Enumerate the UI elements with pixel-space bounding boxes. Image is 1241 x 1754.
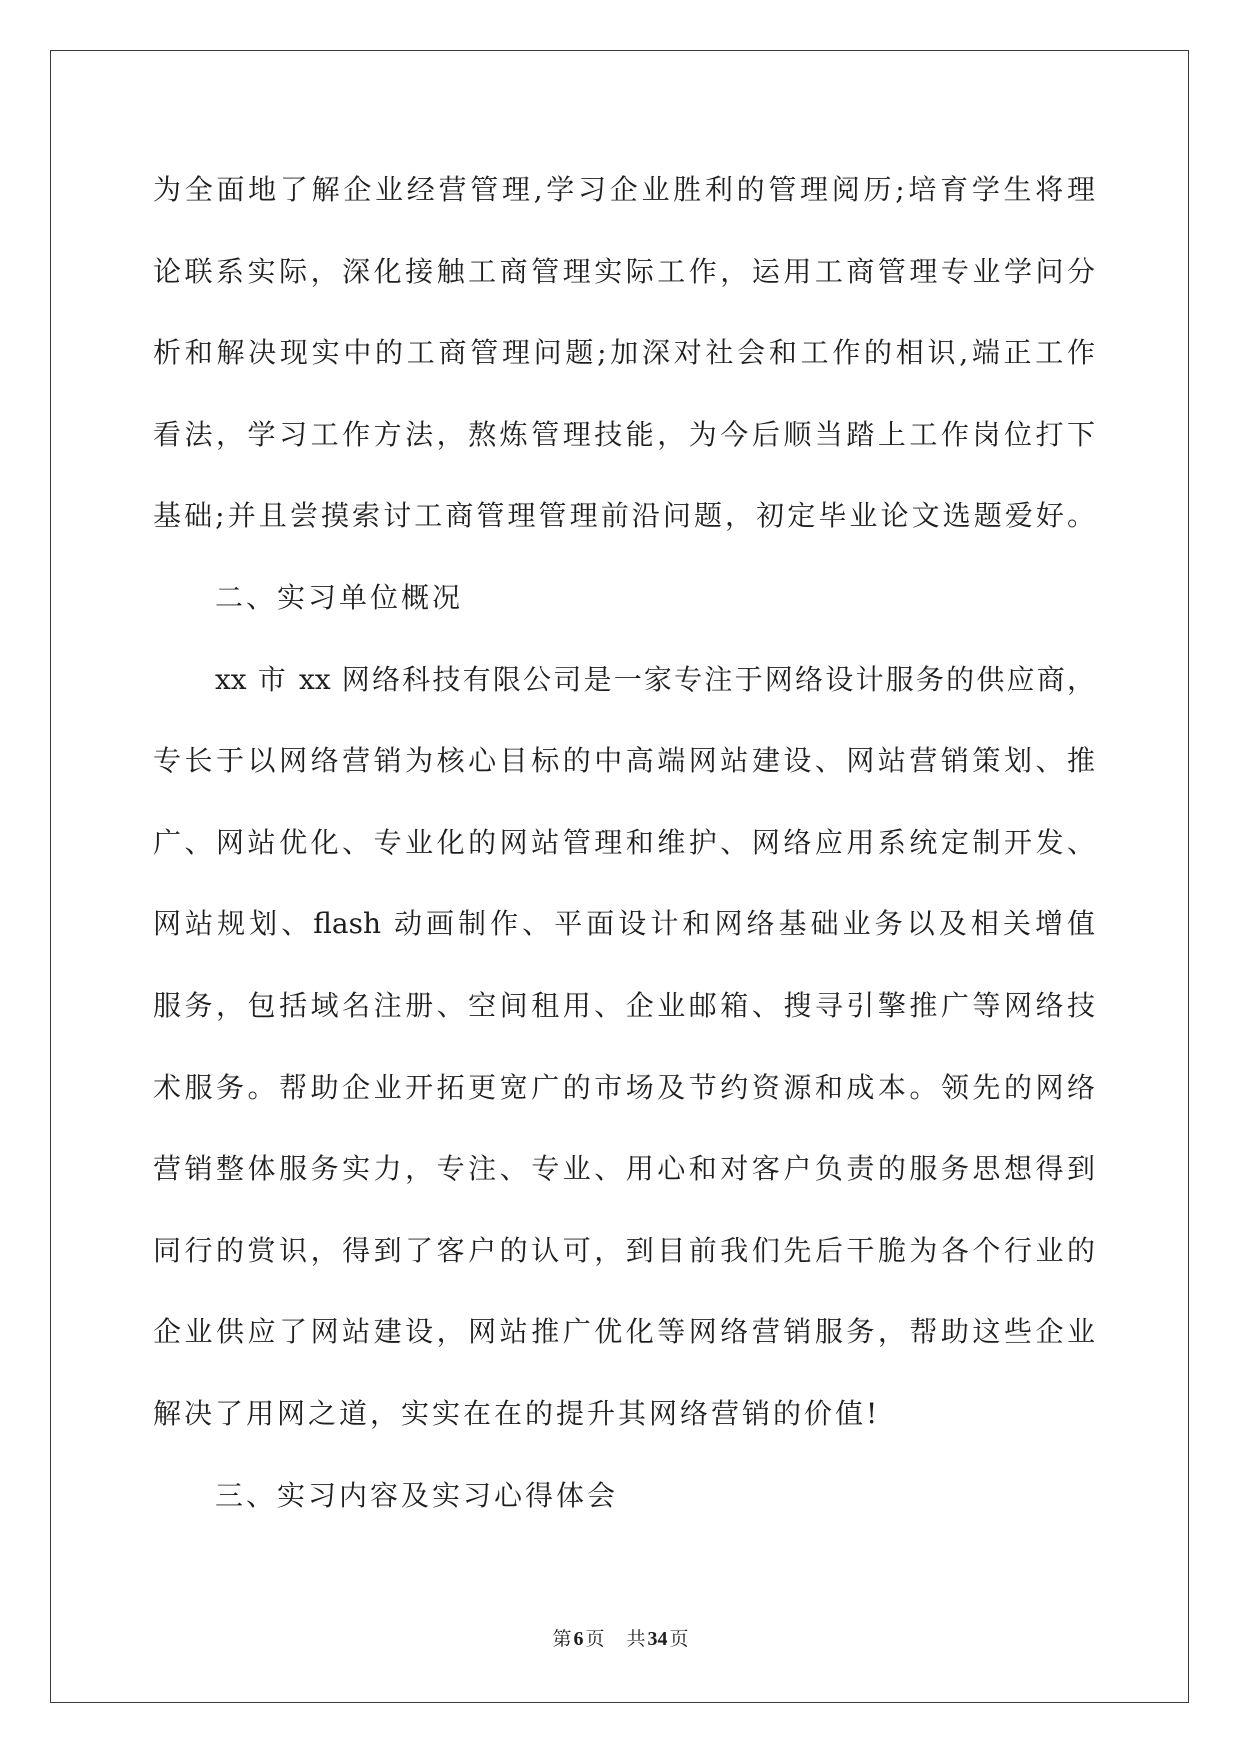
- page-prefix: 第: [552, 1628, 572, 1650]
- paragraph-2-line: xx 市 xx 网络科技有限公司是一家专注于网络设计服务的供应商，: [215, 662, 1095, 696]
- total-pages-number: 34: [647, 1628, 668, 1650]
- paragraph-1-line: 析和解决现实中的工商管理问题;加深对社会和工作的相识,端正工作: [153, 336, 1095, 370]
- paragraph-1-line: 基础;并且尝摸索讨工商管理管理前沿问题，初定毕业论文选题爱好。: [153, 499, 1095, 533]
- paragraph-2-line: 同行的赏识，得到了客户的认可，到目前我们先后干脆为各个行业的: [153, 1233, 1095, 1267]
- current-page-number: 6: [573, 1628, 584, 1650]
- paragraph-2-line: 网站规划、flash 动画制作、平面设计和网络基础业务以及相关增值: [153, 907, 1095, 941]
- total-suffix: 页: [669, 1628, 689, 1650]
- paragraph-2-line: 专长于以网络营销为核心目标的中高端网站建设、网站营销策划、推: [153, 744, 1095, 778]
- paragraph-2-line: 术服务。帮助企业开拓更宽广的市场及节约资源和成本。领先的网络: [153, 1070, 1095, 1104]
- document-body: [153, 149, 1095, 1536]
- page-suffix: 页: [585, 1628, 605, 1650]
- paragraph-1-line: 为全面地了解企业经营管理,学习企业胜利的管理阅历;培育学生将理: [153, 173, 1095, 206]
- section-2-heading: 二、实习单位概况: [215, 580, 464, 614]
- page-footer: [0, 1626, 1241, 1652]
- paragraph-2-line: 服务，包括域名注册、空间租用、企业邮箱、搜寻引擎推广等网络技: [153, 988, 1095, 1022]
- section-3-heading: 三、实习内容及实习心得体会: [215, 1478, 619, 1512]
- paragraph-2-line: 解决了用网之道，实实在在的提升其网络营销的价值!: [153, 1396, 881, 1430]
- paragraph-1-line: 论联系实际，深化接触工商管理实际工作，运用工商管理专业学问分: [153, 254, 1095, 288]
- total-prefix: 共: [626, 1628, 646, 1650]
- paragraph-1-line: 看法，学习工作方法，熬炼管理技能，为今后顺当踏上工作岗位打下: [153, 417, 1095, 451]
- paragraph-2-line: 营销整体服务实力，专注、专业、用心和对客户负责的服务思想得到: [153, 1152, 1095, 1186]
- paragraph-2-line: 企业供应了网站建设，网站推广优化等网络营销服务，帮助这些企业: [153, 1315, 1095, 1349]
- paragraph-2-line: 广、网站优化、专业化的网站管理和维护、网络应用系统定制开发、: [153, 825, 1095, 859]
